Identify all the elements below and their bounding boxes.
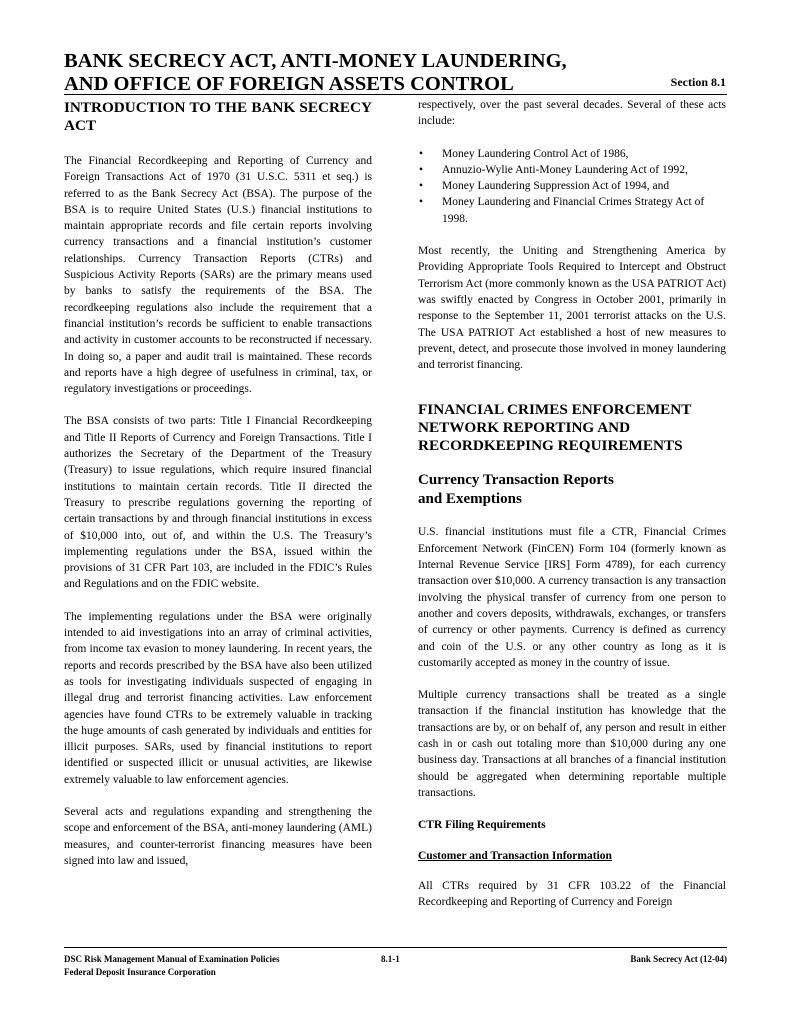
bullet-icon: • <box>419 196 424 209</box>
right-column <box>418 97 726 926</box>
intro-heading: INTRODUCTION TO THE BANK SECRECY ACT <box>64 99 372 134</box>
page-number: 8.1-1 <box>381 954 400 964</box>
list-item-text: Money Laundering Control Act of 1986, <box>442 147 629 160</box>
customer-info-heading: Customer and Transaction Information <box>418 849 612 862</box>
ctr-heading-line-2: and Exemptions <box>418 490 522 507</box>
manual-title: DSC Risk Management Manual of Examination Policies <box>64 954 280 964</box>
list-item <box>418 194 726 227</box>
ctr-heading <box>418 471 726 508</box>
continuation-paragraph: respectively, over the past several decades. Several of these acts include: <box>418 99 726 128</box>
list-item-text: Money Laundering and Financial Crimes Strategy Act of 1998. <box>442 196 705 225</box>
intro-paragraph-3: The implementing regulations under the BSA were originally intended to aid investigations into an array of criminal activities, from income tax evasion to money laundering. In recent years, the reports and records prescribed by the BSA have also been utilized as tools for investigating individuals suspected of engaging in illegal drug and terrorist financing activities. Law enforcement agencies have found CTRs to be extremely valuable in tracking the huge amounts of cash generated by individuals and entities for illicit purposes. SARs, used by financial institutions to report identified or suspected illicit or unusual activities, are likewise extremely valuable to law enforcement agencies. <box>64 610 372 786</box>
intro-paragraph-1: The Financial Recordkeeping and Reporting of Currency and Foreign Transactions Act of 1970 (31 U.S.C. 5311 et seq.) is referred to as the Bank Secrecy Act (BSA). The purpose of the BSA is to require United States (U.S.) financial institutions to maintain appropriate records and file certain reports involving currency transactions and a financial institution’s customer relationships. Currency Transaction Reports (CTRs) and Suspicious Activity Reports (SARs) are the primary means used by banks to satisfy the requirements of the BSA. The recordkeeping regulations also include the requirement that a financial institution’s records be sufficient to enable transactions and activity in customer accounts to be reconstructed if necessary. In doing so, a paper and audit trail is maintained. These records and reports have a high degree of usefulness in criminal, tax, or regulatory investigations or proceedings. <box>64 155 372 396</box>
patriot-act-paragraph: Most recently, the Uniting and Strengthening America by Providing Appropriate Tools Required to Intercept and Obstruct Terrorism Act (more commonly known as the USA PATRIOT Act) was swiftly enacted by Congress in October 2001, primarily in response to the September 11, 2001 terrorist attacks on the U.S. The USA PATRIOT Act established a host of new measures to prevent, detect, and prosecute those involved in money laundering and terrorist financing. <box>418 245 726 372</box>
footer-divider <box>64 947 727 948</box>
cfr-paragraph: All CTRs required by 31 CFR 103.22 of the Financial Recordkeeping and Reporting of Currency and Foreign <box>418 879 726 909</box>
fincen-heading: FINANCIAL CRIMES ENFORCEMENT NETWORK REPORTING AND RECORDKEEPING REQUIREMENTS <box>418 401 692 455</box>
document-title-line-2: AND OFFICE OF FOREIGN ASSETS CONTROL <box>64 73 514 95</box>
acts-list <box>418 146 726 227</box>
list-item-text: Money Laundering Suppression Act of 1994, and <box>442 180 670 193</box>
section-number: Section 8.1 <box>670 75 726 89</box>
ctr-filing-heading: CTR Filing Requirements <box>418 819 546 832</box>
footer-right: Bank Secrecy Act (12-04) <box>630 954 727 964</box>
bullet-icon: • <box>419 163 424 176</box>
ctr-heading-line-1: Currency Transaction Reports <box>418 472 614 489</box>
list-item <box>418 162 726 178</box>
list-item-text: Annuzio-Wylie Anti-Money Laundering Act of 1992, <box>442 163 688 176</box>
intro-paragraph-2: The BSA consists of two parts: Title I Financial Recordkeeping and Title II Reports of Currency and Foreign Transactions. Title I authorizes the Secretary of the Department of the Treasury (Treasury) to issue regulations, which require insured financial institutions to maintain certain records. Title II directed the Treasury to prescribe regulations governing the reporting of certain transactions by and through financial institutions in excess of $10,000 into, out of, and within the U.S. The Treasury’s implementing regulations under the BSA, issued within the provisions of 31 CFR Part 103, are included in the FDIC’s Rules and Regulations and on the FDIC website. <box>64 415 372 591</box>
list-item <box>418 178 726 194</box>
agency-name: Federal Deposit Insurance Corporation <box>64 967 216 977</box>
left-column <box>64 97 372 885</box>
ctr-paragraph-2: Multiple currency transactions shall be treated as a single transaction if the financial institution has knowledge that the transactions are by, or on behalf of, any person and result in either cash in or cash out totaling more than $10,000 during any one business day. Transactions at all branches of a financial institution should be aggregated when determining reportable multiple transactions. <box>418 689 726 799</box>
bullet-icon: • <box>419 147 424 160</box>
header-divider <box>64 94 727 95</box>
bullet-icon: • <box>419 180 424 193</box>
document-title <box>64 50 567 96</box>
list-item <box>418 146 726 162</box>
ctr-paragraph-1: U.S. financial institutions must file a CTR, Financial Crimes Enforcement Network (FinCEN) Form 104 (formerly known as Internal Revenue Service [IRS] Form 4789), for each currency transaction over $10,000. A currency transaction is any transaction involving the physical transfer of currency from one person to another and covers deposits, withdrawals, exchanges, or transfers of currency or other payments. Currency is defined as currency and coin of the U.S. or any other country as long as it is customarily accepted as money in the country of issue. <box>418 526 726 669</box>
intro-paragraph-4: Several acts and regulations expanding and strengthening the scope and enforcement of the BSA, anti-money laundering (AML) measures, and counter-terrorist financing measures have been signed into law and issued, <box>64 805 372 867</box>
footer-left <box>64 953 280 979</box>
document-title-line-1: BANK SECRECY ACT, ANTI-MONEY LAUNDERING, <box>64 50 567 72</box>
